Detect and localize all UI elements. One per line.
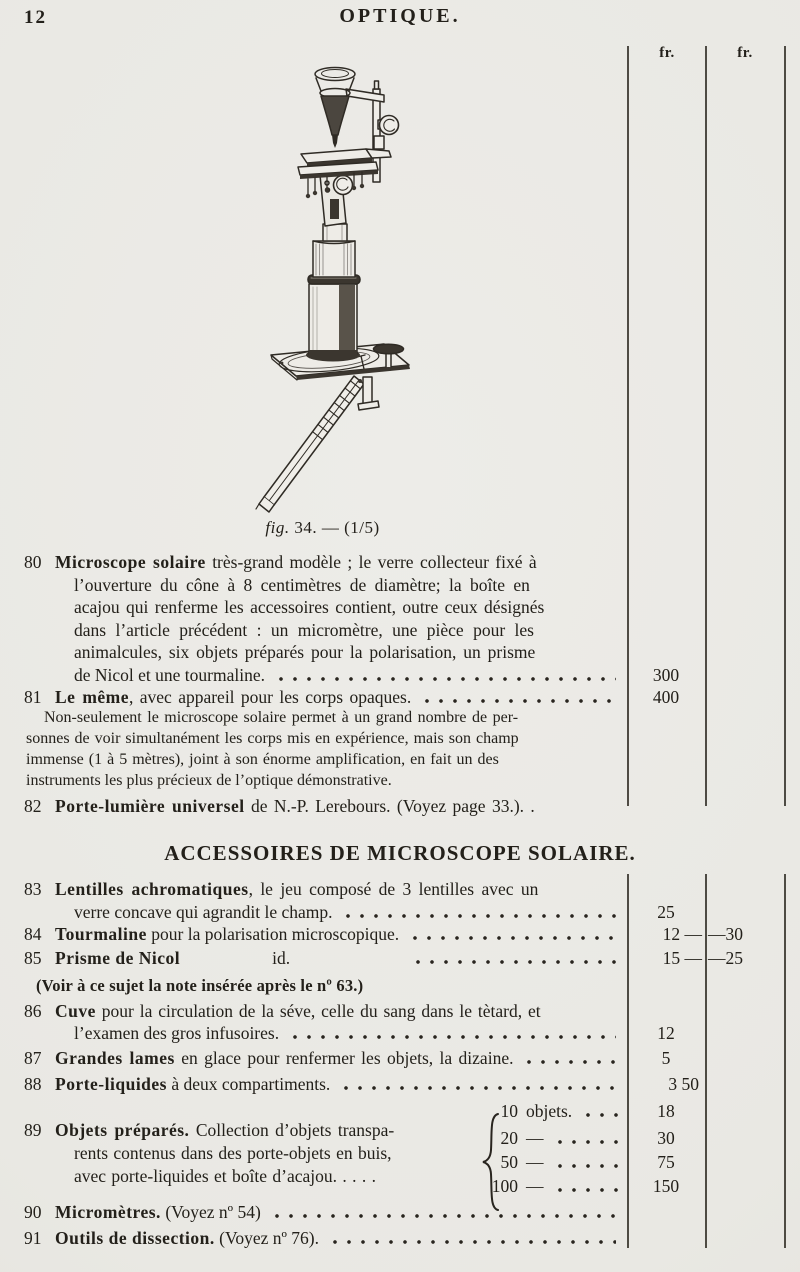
price-item-86: 12 <box>657 1023 675 1043</box>
option-qty: 10 <box>500 1101 518 1121</box>
price-item-83: 25 <box>657 902 675 922</box>
item-89-option-3 <box>482 1151 622 1174</box>
item-text: pour la circulation de la séve, celle du sang dans le tètard, et <box>95 1001 541 1021</box>
fr-column-header-left: fr. <box>659 45 675 61</box>
item-91-line-1 <box>24 1227 620 1250</box>
item-text: , avec appareil pour les corps opaques. <box>129 687 412 707</box>
option-unit: objets. <box>526 1101 573 1121</box>
price-item-84: 12 — <box>662 924 702 944</box>
item-80-line-4: dans l’article précédent : un micromètre, une pièce pour les <box>74 620 534 640</box>
item-name: Objets préparés. <box>55 1120 190 1140</box>
item-name: Porte-lumière universel <box>55 796 245 816</box>
item-number: 87 <box>24 1048 42 1068</box>
item-text: de N.-P. Lerebours. (Voyez page 33.). . <box>244 796 535 816</box>
price-item-89-10: 18 <box>657 1101 675 1121</box>
item-86-line-2 <box>74 1022 620 1045</box>
item-name: Grandes lames <box>55 1048 175 1068</box>
item-80-line-2: l’ouverture du cône à 8 centimètres de diamètre; la boîte en <box>74 575 530 595</box>
item-84-line-1 <box>24 923 620 946</box>
price-item-85: 15 — <box>662 948 702 968</box>
item-text: à deux compartiments. <box>167 1074 331 1094</box>
item-88-line-1 <box>24 1073 620 1096</box>
price-item-89-50: 75 <box>657 1152 675 1172</box>
item-number: 90 <box>24 1202 42 1222</box>
price-item-89-20: 30 <box>657 1128 675 1148</box>
item-name: Lentilles achromatiques <box>55 879 249 899</box>
price-item-89-100: 150 <box>652 1176 680 1196</box>
item-81-line-1 <box>24 686 620 709</box>
item-89-option-1 <box>482 1100 622 1123</box>
item-90-line-1 <box>24 1201 620 1224</box>
item-number: 86 <box>24 1001 42 1021</box>
item-name: Prisme de Nicol <box>55 948 181 968</box>
item-text: verre concave qui agrandit le champ. <box>74 902 333 922</box>
dot-leader <box>409 958 616 966</box>
item-name: Microscope solaire <box>55 552 206 572</box>
figure-caption <box>225 518 420 538</box>
note-81-line-1: Non-seulement le microscope solaire permet à un grand nombre de per- <box>44 709 519 726</box>
price-item-87: 5 <box>661 1048 671 1068</box>
option-unit: — <box>526 1128 544 1148</box>
note-81-line-2: sonnes de voir simultanément les corps mis en expérience, mais son champ <box>26 730 519 747</box>
item-text: (Voyez nº 54) <box>160 1202 261 1222</box>
item-number: 82 <box>24 796 42 816</box>
item-text: de Nicol et une tourmaline. <box>74 665 265 685</box>
column-rule <box>705 46 707 806</box>
option-qty: 20 <box>500 1128 518 1148</box>
item-85-line-1 <box>24 947 620 970</box>
item-89-option-4 <box>482 1175 622 1198</box>
solar-microscope-illustration <box>226 56 476 526</box>
dot-leader <box>326 1238 616 1246</box>
item-number: 88 <box>24 1074 42 1094</box>
item-80-line-5: animalcules, six objets préparés pour la polarisation, un prisme <box>74 642 536 662</box>
figure-caption-text: 34. — (1/5) <box>289 518 380 537</box>
dot-leader <box>337 1084 616 1092</box>
item-name: Le même <box>55 687 130 707</box>
item-text-id: id. <box>272 948 291 968</box>
dot-leader <box>551 1186 619 1194</box>
item-number: 80 <box>24 552 42 572</box>
note-81-line-3: immense (1 à 5 mètres), joint à son énorme amplification, en fait un des <box>26 751 499 768</box>
options-brace <box>464 1094 486 1194</box>
item-89-option-2 <box>482 1127 622 1150</box>
item-text: Collection d’objets transpa- <box>189 1120 395 1140</box>
dot-leader <box>579 1111 618 1119</box>
dot-leader <box>520 1058 616 1066</box>
item-name: Outils de dissection. <box>55 1228 215 1248</box>
item-number: 83 <box>24 879 42 899</box>
item-number: 81 <box>24 687 42 707</box>
column-rule <box>784 46 786 806</box>
item-number: 85 <box>24 948 42 968</box>
item-text: , le jeu composé de 3 lentilles avec un <box>248 879 539 899</box>
dot-leader <box>406 934 616 942</box>
option-unit: — <box>526 1176 544 1196</box>
price-item-80: 300 <box>652 665 680 685</box>
dot-leader <box>339 912 616 920</box>
item-80-line-1 <box>24 551 537 574</box>
dot-leader <box>272 675 616 683</box>
item-80-line-6 <box>74 664 620 687</box>
item-text: (Voyez nº 76). <box>214 1228 320 1248</box>
option-qty: 100 <box>491 1176 518 1196</box>
column-rule <box>705 874 707 1248</box>
item-82-line-1 <box>24 795 535 818</box>
price-item-81: 400 <box>652 687 680 707</box>
price-item-85-alt: —25 <box>708 948 743 968</box>
item-name: Porte-liquides <box>55 1074 167 1094</box>
section-heading: ACCESSOIRES DE MICROSCOPE SOLAIRE. <box>164 841 636 865</box>
dot-leader <box>286 1033 616 1041</box>
option-unit: — <box>526 1152 544 1172</box>
note-81-line-4: instruments les plus précieux de l’optique démonstrative. <box>26 772 392 789</box>
item-number: 84 <box>24 924 42 944</box>
item-text: très-grand modèle ; le verre collecteur fixé à <box>205 552 537 572</box>
item-86-line-1 <box>24 1000 541 1023</box>
item-83-line-1 <box>24 878 538 901</box>
item-number: 89 <box>24 1120 42 1140</box>
item-83-line-2 <box>74 901 620 924</box>
figure-caption-fig: fig. <box>265 518 290 537</box>
dot-leader <box>418 697 616 705</box>
item-name: Tourmaline <box>55 924 147 944</box>
item-89-line-3: avec porte-liquides et boîte d’acajou. . . . . <box>74 1166 376 1186</box>
dot-leader <box>268 1212 616 1220</box>
item-text: l’examen des gros infusoires. <box>74 1023 280 1043</box>
item-text: en glace pour renfermer les objets, la dizaine. <box>174 1048 514 1068</box>
price-item-88: 3 50 <box>668 1074 699 1094</box>
option-qty: 50 <box>500 1152 518 1172</box>
dot-leader <box>551 1162 619 1170</box>
page-title: OPTIQUE. <box>339 5 461 27</box>
spacer <box>290 969 402 970</box>
item-name: Cuve <box>55 1001 96 1021</box>
item-89-line-2: rents contenus dans des porte-objets en buis, <box>74 1143 392 1163</box>
page-number: 12 <box>24 7 47 28</box>
item-87-line-1 <box>24 1047 620 1070</box>
item-name: Micromètres. <box>55 1202 161 1222</box>
column-rule <box>784 874 786 1248</box>
item-80-line-3: acajou qui renferme les accessoires contient, outre ceux désignés <box>74 597 545 617</box>
note-85: (Voir à ce sujet la note insérée après le nº 63.) <box>36 976 364 995</box>
dot-leader <box>551 1138 619 1146</box>
item-number: 91 <box>24 1228 42 1248</box>
figure-fig34 <box>210 38 460 508</box>
spacer <box>180 969 272 970</box>
price-item-84-alt: —30 <box>708 924 743 944</box>
item-89-line-1 <box>24 1119 394 1142</box>
fr-column-header-right: fr. <box>737 45 753 61</box>
item-text: pour la polarisation microscopique. <box>146 924 400 944</box>
